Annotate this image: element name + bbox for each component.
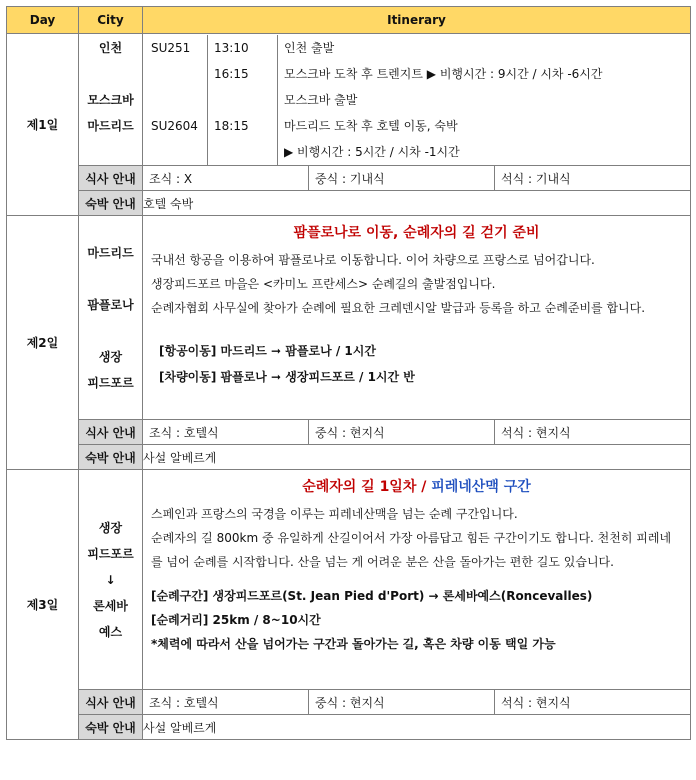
- flight-desc: 모스크바 도착 후 트렌지트 ▶ 비행시간 : 9시간 / 시차 -6시간: [277, 61, 690, 87]
- day2-cities: [79, 216, 143, 420]
- lunch: 중식 : 기내식: [309, 166, 495, 190]
- flight-code: SU2604: [151, 118, 198, 133]
- city: 인천: [98, 40, 123, 55]
- day3-cities: [79, 470, 143, 690]
- flight-time: [207, 87, 277, 113]
- header-row: [7, 7, 691, 34]
- day1-stay-row: [7, 191, 691, 216]
- city: 마드리드: [87, 118, 134, 133]
- meal-label: 식사 안내: [79, 690, 143, 715]
- lunch: 중식 : 현지식: [309, 690, 495, 714]
- flight-time: 18:15: [207, 113, 277, 139]
- day3-title-part1: 순례자의 길 1일차 /: [302, 479, 432, 495]
- breakfast: 조식 : 호텔식: [143, 420, 309, 444]
- header-city: City: [79, 7, 143, 34]
- move-line: [차량이동] 팜플로나 ➞ 생장피드포르 / 1시간 반: [159, 370, 415, 384]
- detail-line: [순례구간] 생장피드포르(St. Jean Pied d'Port) → 론세바예스(Roncevalles): [151, 589, 593, 603]
- day2-title: 팜플로나로 이동, 순례자의 길 걷기 준비: [293, 225, 540, 241]
- dinner: 석식 : 현지식: [501, 425, 571, 440]
- header-itinerary: Itinerary: [143, 7, 691, 34]
- paragraph: 순례자의 길 800km 중 유일하게 산길이어서 가장 아름답고 힘든 구간이기도 합니다. 천천히 피레네를 넘어 순례를 시작합니다. 산을 넘는 게 어려운 분은 산을 돌아가는 편한 길도 있습니다.: [151, 531, 672, 569]
- flight-code: SU251: [151, 40, 191, 55]
- stay-label: 숙박 안내: [79, 191, 143, 216]
- flight-desc: 모스크바 출발: [277, 87, 690, 113]
- meal-label: 식사 안내: [79, 166, 143, 191]
- header-day: Day: [7, 7, 79, 34]
- day1-cities: [79, 34, 143, 166]
- day2-main-row: [7, 216, 691, 420]
- flight-desc: 마드리드 도착 후 호텔 이동, 숙박: [277, 113, 690, 139]
- day3-label: 제3일: [7, 470, 79, 740]
- down-arrow-icon: ↓: [105, 572, 116, 587]
- day3-stay-row: [7, 715, 691, 740]
- flight-time: [207, 139, 277, 165]
- dinner: 석식 : 기내식: [501, 171, 571, 186]
- day3-title: [143, 470, 690, 500]
- paragraph: 생장피드포르 마을은 <카미노 프란세스> 순례길의 출발점입니다.: [151, 277, 496, 291]
- paragraph: 스페인과 프랑스의 국경을 이루는 피레네산맥을 넘는 순례 구간입니다.: [151, 507, 518, 521]
- breakfast: 조식 : 호텔식: [143, 690, 309, 714]
- day1-main-row: [7, 34, 691, 166]
- day2-meal-row: [7, 420, 691, 445]
- city: 생장: [98, 520, 123, 535]
- meal-cells: [143, 420, 691, 445]
- city: 생장: [98, 349, 123, 364]
- day2-label: 제2일: [7, 216, 79, 470]
- detail-line: *체력에 따라서 산을 넘어가는 구간과 돌아가는 길, 혹은 차량 이동 택일 가능: [151, 637, 556, 651]
- itinerary-table: [6, 6, 691, 740]
- day2-description: [143, 246, 690, 322]
- stay-value: 호텔 숙박: [143, 191, 691, 216]
- stay-label: 숙박 안내: [79, 445, 143, 470]
- city: 예스: [98, 624, 123, 639]
- city: 마드리드: [87, 245, 134, 260]
- city: 모스크바: [87, 92, 134, 107]
- flight-desc: ▶ 비행시간 : 5시간 / 시차 -1시간: [277, 139, 690, 165]
- day2-content: [143, 216, 691, 420]
- detail-line: [순례거리] 25km / 8~10시간: [151, 613, 321, 627]
- day3-meal-row: [7, 690, 691, 715]
- day1-flights: [143, 34, 691, 166]
- flight-grid: [143, 35, 690, 165]
- day3-details: [143, 582, 690, 658]
- meal-cells: [143, 690, 691, 715]
- breakfast: 조식 : X: [143, 166, 309, 190]
- city: 팜플로나: [87, 297, 134, 312]
- day3-content: [143, 470, 691, 690]
- meal-cells: [143, 166, 691, 191]
- paragraph: 순례자협회 사무실에 찾아가 순례에 필요한 크레덴시알 발급과 등록을 하고 순례준비를 합니다.: [151, 301, 646, 315]
- flight-code: [143, 139, 207, 165]
- move-line: [항공이동] 마드리드 ➞ 팜플로나 / 1시간: [159, 344, 376, 358]
- city: 피드포르: [87, 375, 134, 390]
- meal-label: 식사 안내: [79, 420, 143, 445]
- day1-meal-row: [7, 166, 691, 191]
- day1-label: 제1일: [7, 34, 79, 216]
- stay-value: 사설 알베르게: [143, 715, 691, 740]
- flight-code: [143, 61, 207, 87]
- day2-stay-row: [7, 445, 691, 470]
- city: 론세바: [93, 598, 128, 613]
- day3-title-part2: 피레네산맥 구간: [431, 479, 531, 495]
- stay-label: 숙박 안내: [79, 715, 143, 740]
- flight-time: 16:15: [207, 61, 277, 87]
- dinner: 석식 : 현지식: [501, 695, 571, 710]
- flight-desc: 인천 출발: [277, 35, 690, 61]
- stay-value: 사설 알베르게: [143, 445, 691, 470]
- paragraph: 국내선 항공을 이용하여 팜플로나로 이동합니다. 이어 차량으로 프랑스로 넘어갑니다.: [151, 253, 595, 267]
- flight-code: [143, 87, 207, 113]
- flight-time: 13:10: [207, 35, 277, 61]
- day3-description: [143, 500, 690, 576]
- city: 피드포르: [87, 546, 134, 561]
- lunch: 중식 : 현지식: [309, 420, 495, 444]
- day3-main-row: [7, 470, 691, 690]
